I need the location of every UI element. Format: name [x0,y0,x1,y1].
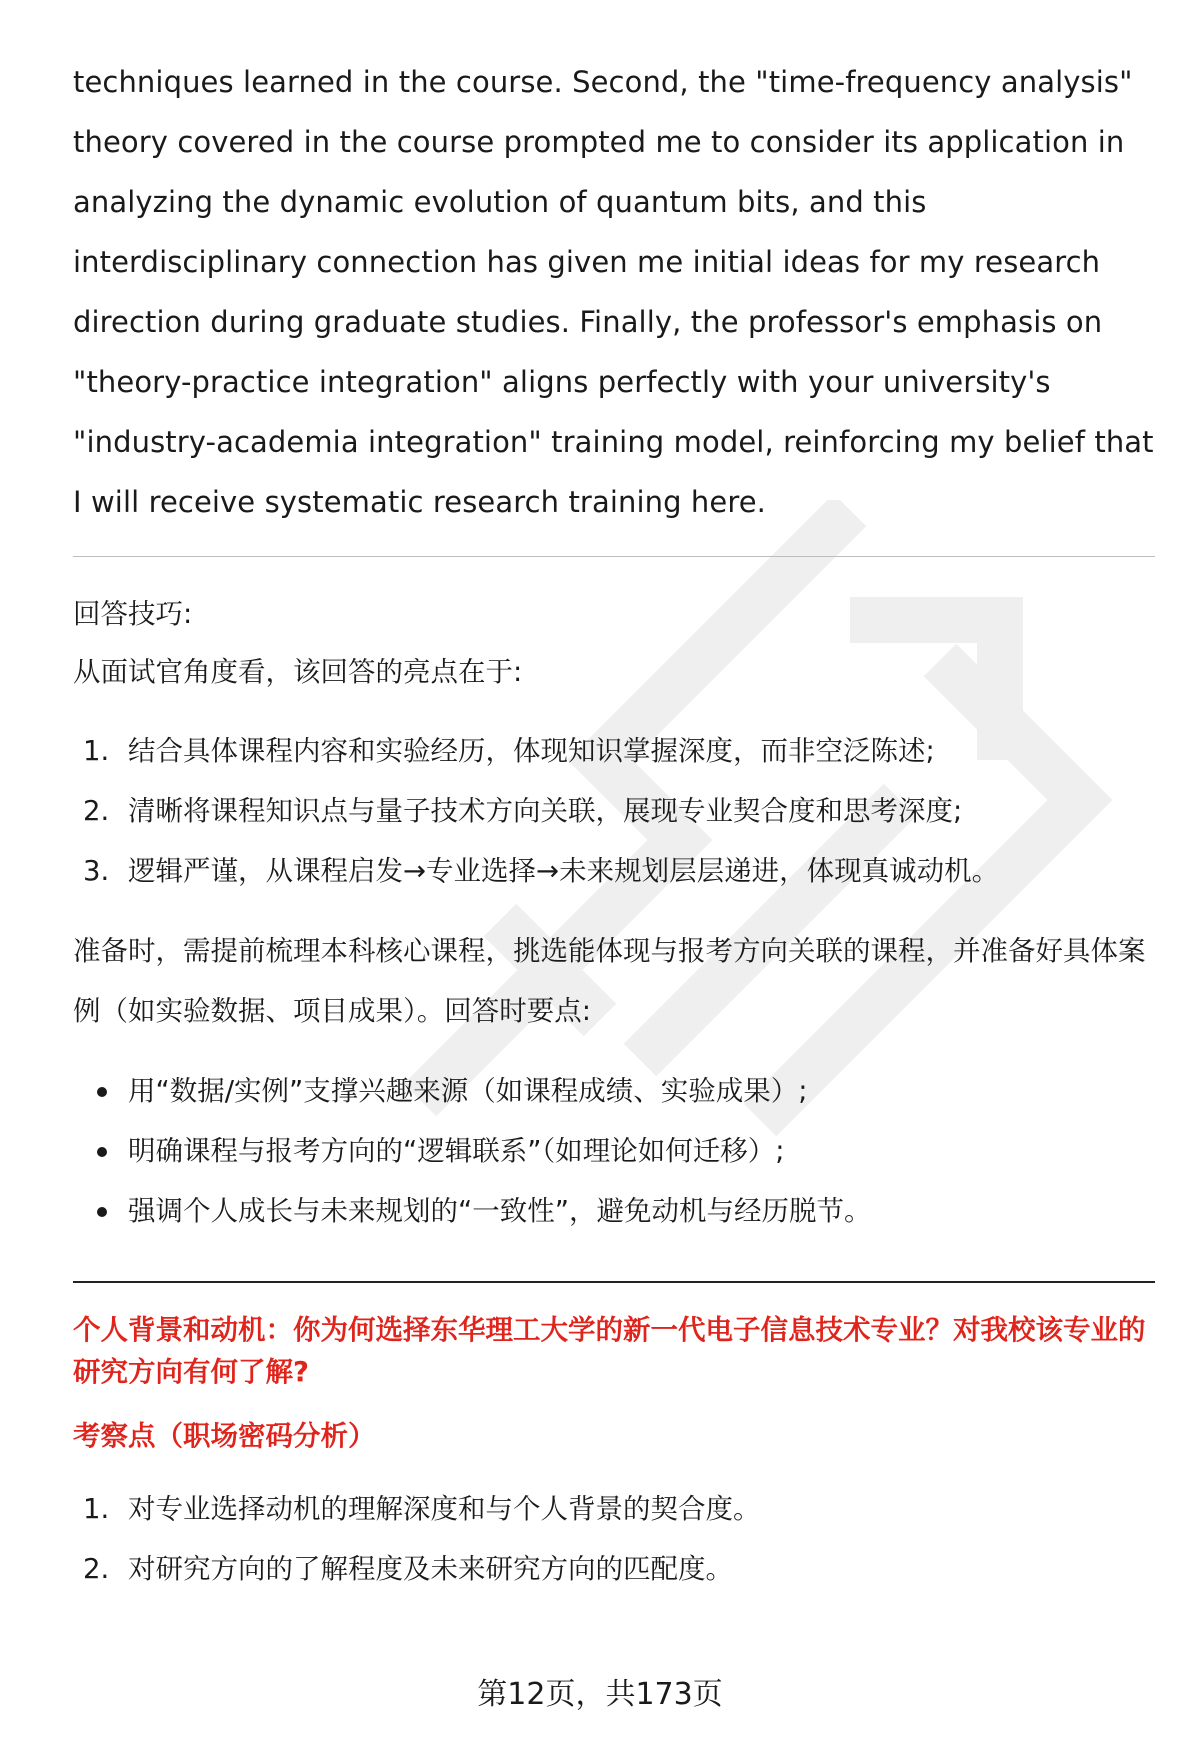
list-item: 1. 结合具体课程内容和实验经历，体现知识掌握深度，而非空泛陈述; [83,735,935,767]
focus-label: 考察点（职场密码分析） [73,1420,376,1452]
list-item: 明确课程与报考方向的“逻辑联系”（如理论如何迁移）; [73,1121,1155,1181]
bullet-dot-icon [97,1207,107,1217]
list-item: 2. 清晰将课程知识点与量子技术方向关联，展现专业契合度和思考深度; [83,795,963,827]
bullet-dot-icon [97,1147,107,1157]
bullet-dot-icon [97,1087,107,1097]
list-item: 强调个人成长与未来规划的“一致性”，避免动机与经历脱节。 [73,1181,1155,1241]
intro-paragraph: techniques learned in the course. Second, the "time-frequency analysis" theory covered in the course prompted me to consider its application in analyzing the dynamic evolution of quantum bits, and this interdisciplinary connection has given me initial ideas for my research direction during graduate studies. Finally, the professor's emphasis on "theory-practice integration" aligns perfectly with your university's "industry-academia integration" training model, reinforcing my belief that I will receive systematic research training here. [73,65,1154,519]
list-item: 用“数据/实例”支撑兴趣来源（如课程成绩、实验成果）; [73,1061,1155,1121]
content-column [73,52,1155,1599]
page-number: 第12页，共173页 [477,1677,723,1712]
highlights-list [73,721,1155,901]
list-item: 3. 逻辑严谨，从课程启发→专业选择→未来规划层层递进，体现真诚动机。 [83,855,1000,887]
prep-paragraph: 准备时，需提前梳理本科核心课程，挑选能体现与报考方向关联的课程，并准备好具体案例（如实验数据、项目成果）。回答时要点: [73,935,1146,1027]
prep-points-list [73,1061,1155,1241]
tips-lead: 从面试官角度看，该回答的亮点在于: [73,656,523,688]
question-title: 个人背景和动机：你为何选择东华理工大学的新一代电子信息技术专业？对我校该专业的研究方向有何了解? [73,1314,1146,1388]
list-item: 1. 对专业选择动机的理解深度和与个人背景的契合度。 [83,1493,761,1525]
list-item: 2. 对研究方向的了解程度及未来研究方向的匹配度。 [83,1553,733,1585]
focus-list [73,1479,1155,1599]
tips-label: 回答技巧: [73,598,193,630]
